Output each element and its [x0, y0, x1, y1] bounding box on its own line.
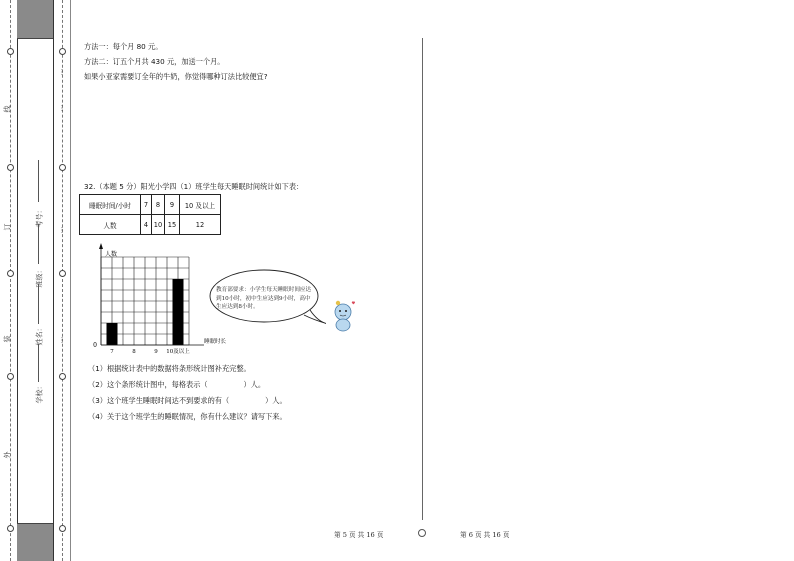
table-cell: 4	[141, 215, 152, 235]
field-name-blank[interactable]	[38, 284, 39, 324]
binding-hole	[59, 373, 66, 380]
bar-1	[107, 323, 118, 345]
chart-tick-labels	[110, 347, 190, 355]
strip-inner-mark: …	[56, 336, 65, 344]
sleep-stats-table	[79, 194, 221, 235]
strip-border-left	[17, 0, 18, 561]
strip-border-right	[53, 0, 54, 561]
y-axis-label: 人数	[105, 251, 118, 258]
field-name-label: 姓名：	[35, 324, 44, 346]
table-row	[80, 215, 221, 235]
binding-hole	[59, 48, 66, 55]
question-32-title: 32.（本题 5 分）阳光小学四（1）班学生每天睡眠时间统计如下表：	[84, 182, 304, 191]
binding-hole	[59, 164, 66, 171]
binding-hole	[7, 270, 14, 277]
method-one-text: 方法一：每个月 80 元。	[84, 42, 163, 51]
strip-inner-mark: …	[56, 226, 65, 234]
table-cell: 15	[165, 215, 180, 235]
strip-bottom-rule	[17, 523, 53, 524]
y-axis-arrow	[99, 243, 103, 249]
strip-top-block	[17, 0, 53, 38]
field-class-blank[interactable]	[38, 224, 39, 264]
binding-hole	[7, 373, 14, 380]
table-cell: 12	[180, 215, 221, 235]
table-header-cell: 8	[152, 195, 165, 215]
x-tick-label: 9	[154, 349, 158, 355]
strip-label-bind: 装	[3, 335, 12, 343]
field-school-blank[interactable]	[38, 344, 39, 382]
x-axis-label: 睡眠时长	[204, 339, 227, 345]
speech-bubble-text: 教育部要求：小学生每天睡眠时间应达到10小时，初中生应达到9小时，高中生应达到8小时。	[216, 287, 312, 310]
method-two-text: 方法二：订五个月共 430 元，加送一个月。	[84, 57, 225, 66]
method-question-text: 如果小亚家需要订全年的牛奶，你觉得哪种订法比较便宜?	[84, 72, 268, 81]
table-row	[80, 195, 221, 215]
page-6-footer: 第 6 页 共 16 页	[460, 531, 510, 539]
strip-top-rule	[17, 38, 53, 39]
table-cell: 10	[152, 215, 165, 235]
field-exam-number-blank[interactable]	[38, 160, 39, 202]
center-hole-icon	[418, 529, 426, 537]
binding-hole	[7, 164, 14, 171]
strip-bottom-block	[17, 523, 53, 561]
binding-hole	[7, 525, 14, 532]
page-5-footer: 第 5 页 共 16 页	[334, 531, 384, 539]
binding-hole	[59, 525, 66, 532]
content-margin-line	[70, 0, 71, 561]
x-tick-label: 7	[110, 349, 114, 355]
sub-question-2: （2）这个条形统计图中，每格表示（ ）人。	[88, 380, 266, 389]
cartoon-student-icon	[330, 298, 358, 334]
inner-cut-line	[62, 0, 63, 561]
outer-cut-line	[10, 0, 11, 561]
table-row-header: 睡眠时间/小时	[80, 195, 141, 215]
field-exam-number-label: 考号：	[35, 206, 44, 228]
strip-inner-mark: …	[56, 490, 65, 498]
strip-inner-mark: …	[56, 68, 65, 76]
table-header-cell: 10 及以上	[180, 195, 221, 215]
x-tick-label: 8	[132, 349, 136, 355]
sub-question-4: （4）关于这个班学生的睡眠情况，你有什么建议？请写下来。	[88, 412, 287, 421]
strip-inner-mark: …	[56, 104, 65, 112]
table-header-cell: 9	[165, 195, 180, 215]
field-school-label: 学校：	[35, 382, 44, 404]
binding-hole	[7, 48, 14, 55]
sub-question-1: （1）根据统计表中的数据将条形统计图补充完整。	[88, 364, 251, 373]
page-divider	[422, 38, 423, 520]
binding-hole	[59, 270, 66, 277]
strip-label-fold: 订	[3, 223, 12, 231]
table-row-header: 人数	[80, 215, 141, 235]
table-header-cell: 7	[141, 195, 152, 215]
bar-4	[173, 279, 184, 345]
strip-label-outer: 外	[3, 451, 12, 459]
x-tick-label: 10及以上	[166, 349, 190, 355]
origin-label: 0	[93, 342, 97, 349]
field-class-label: 班级：	[35, 266, 44, 288]
sub-question-3: （3）这个班学生睡眠时间达不到要求的有（ ）人。	[88, 396, 287, 405]
strip-label-line: 线	[3, 105, 12, 113]
